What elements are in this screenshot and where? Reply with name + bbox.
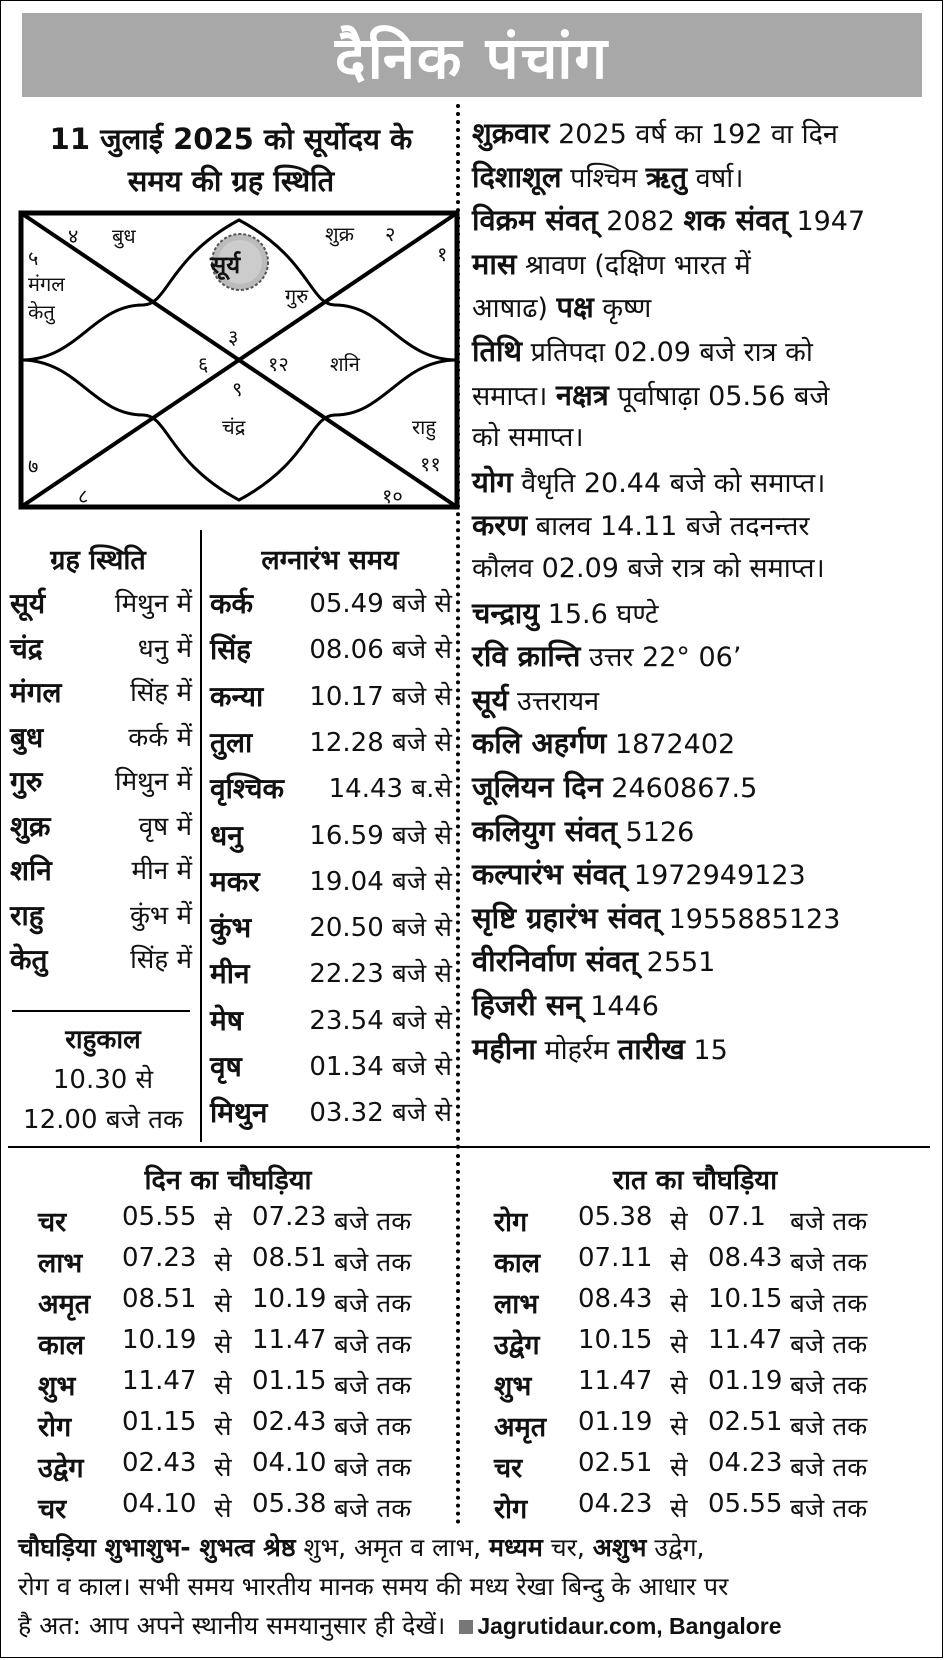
graha-name: बुध bbox=[10, 720, 44, 754]
chart-heading bbox=[8, 118, 454, 202]
chaughadiya-to: 11.47 bbox=[252, 1325, 327, 1355]
chaughadiya-se: से bbox=[670, 1412, 688, 1442]
square-icon bbox=[459, 1620, 473, 1634]
chaughadiya-tak: बजे तक bbox=[334, 1289, 412, 1319]
detail-key: पक्ष bbox=[556, 290, 594, 325]
detail-key: मास bbox=[472, 246, 517, 281]
chaughadiya-se: से bbox=[214, 1412, 232, 1442]
detail-value: 1955885123 bbox=[660, 903, 841, 935]
chaughadiya-from: 10.15 bbox=[578, 1325, 653, 1355]
graha-position: कुंभ में bbox=[129, 900, 192, 931]
footer-note bbox=[18, 1528, 933, 1646]
detail-line bbox=[472, 682, 600, 717]
planet-surya: सूर्य bbox=[210, 251, 241, 279]
detail-value: वर्षा। bbox=[687, 162, 744, 194]
detail-line bbox=[472, 946, 715, 978]
house-11: ११ bbox=[420, 452, 441, 476]
din-heading: दिन का चौघड़िया bbox=[144, 1165, 312, 1196]
detail-line bbox=[472, 336, 813, 368]
lagna-name: कर्क bbox=[210, 587, 254, 620]
chaughadiya-tak: बजे तक bbox=[334, 1494, 412, 1524]
chaughadiya-se: से bbox=[670, 1207, 688, 1237]
chaughadiya-name: रोग bbox=[494, 1494, 528, 1525]
detail-key: शक संवत् bbox=[683, 203, 788, 238]
chart-heading-line1: 11 जुलाई 2025 को सूर्योदय के bbox=[49, 122, 413, 156]
planet-rahu: राहु bbox=[412, 415, 436, 439]
chaughadiya-name: लाभ bbox=[494, 1289, 539, 1320]
chaughadiya-from: 08.43 bbox=[578, 1284, 653, 1314]
lagna-time: 23.54 बजे से bbox=[309, 1005, 452, 1036]
rahukaal-heading: राहुकाल bbox=[65, 1025, 141, 1055]
chaughadiya-from: 02.51 bbox=[578, 1448, 653, 1478]
detail-line bbox=[472, 990, 659, 1022]
graha-name: राहु bbox=[10, 898, 44, 932]
house-12: १२ bbox=[268, 352, 289, 376]
detail-line bbox=[472, 859, 806, 891]
house-4: ४ bbox=[68, 224, 79, 248]
lagna-time: 03.32 बजे से bbox=[309, 1098, 452, 1129]
planet-shani: शनि bbox=[330, 352, 360, 376]
footer-line2: रोग व काल। सभी समय भारतीय मानक समय की मध्य रेखा बिन्दु के आधार पर bbox=[18, 1572, 729, 1601]
detail-key: तिथि bbox=[472, 334, 523, 368]
chaughadiya-to: 05.38 bbox=[252, 1489, 327, 1519]
detail-value: 1872402 bbox=[606, 729, 736, 761]
graha-name: चंद्र bbox=[10, 631, 43, 665]
lagna-name: तुला bbox=[210, 725, 253, 759]
detail-line bbox=[472, 728, 735, 760]
chaughadiya-from: 05.38 bbox=[578, 1202, 653, 1232]
chaughadiya-se: से bbox=[670, 1371, 688, 1401]
detail-line bbox=[472, 205, 865, 237]
lagna-time: 20.50 बजे से bbox=[309, 913, 452, 944]
rahukaal-divider bbox=[12, 1010, 190, 1012]
chaughadiya-name: शुभ bbox=[38, 1371, 76, 1402]
chaughadiya-name: चर bbox=[494, 1453, 523, 1484]
detail-key: सूर्य bbox=[472, 682, 509, 717]
chaughadiya-tak: बजे तक bbox=[334, 1207, 412, 1237]
detail-key: कलि अहर्गण bbox=[472, 726, 607, 761]
chaughadiya-to: 08.51 bbox=[252, 1243, 327, 1273]
graha-position: मीन में bbox=[131, 856, 192, 886]
footer-text-3: उद्वेग, bbox=[646, 1533, 705, 1562]
detail-value: 2025 वर्ष का 192 वा दिन bbox=[549, 119, 838, 150]
detail-line bbox=[472, 1031, 728, 1066]
chaughadiya-from: 11.47 bbox=[122, 1366, 197, 1396]
footer-bold-2: मध्यम bbox=[489, 1533, 543, 1562]
chaughadiya-tak: बजे तक bbox=[334, 1453, 412, 1483]
lagna-name: कुंभ bbox=[210, 911, 252, 945]
footer-line3 bbox=[18, 1606, 933, 1646]
detail-key: जूलियन दिन bbox=[472, 770, 603, 804]
detail-value: कौलव 02.09 बजे रात्र को समाप्त। bbox=[472, 553, 825, 584]
footer-line1 bbox=[18, 1528, 933, 1567]
house-3: ३ bbox=[228, 325, 239, 349]
detail-value: 2551 bbox=[638, 947, 716, 979]
chaughadiya-to: 02.43 bbox=[252, 1407, 327, 1437]
chaughadiya-from: 11.47 bbox=[578, 1366, 653, 1396]
chaughadiya-tak: बजे तक bbox=[334, 1412, 412, 1442]
detail-value: 1446 bbox=[581, 991, 659, 1022]
chaughadiya-se: से bbox=[214, 1207, 232, 1237]
chaughadiya-to: 11.47 bbox=[708, 1325, 783, 1355]
planet-chandra: चंद्र bbox=[222, 415, 246, 439]
detail-line bbox=[472, 772, 757, 804]
chaughadiya-tak: बजे तक bbox=[790, 1371, 868, 1401]
graha-name: शनि bbox=[10, 854, 52, 887]
detail-key: सृष्टि ग्रहारंभ संवत् bbox=[472, 900, 661, 935]
title-banner bbox=[22, 13, 922, 97]
chaughadiya-from: 08.51 bbox=[122, 1284, 197, 1314]
chaughadiya-name: चर bbox=[38, 1207, 67, 1238]
graha-name: शुक्र bbox=[10, 809, 51, 843]
graha-name: गुरु bbox=[10, 765, 43, 798]
lagna-name: सिंह bbox=[210, 633, 252, 667]
chaughadiya-se: से bbox=[214, 1330, 232, 1360]
graha-name: मंगल bbox=[10, 676, 62, 709]
lagna-time: 12.28 बजे से bbox=[309, 727, 452, 758]
chaughadiya-to: 04.10 bbox=[252, 1448, 327, 1478]
chaughadiya-to: 05.55 bbox=[708, 1489, 783, 1519]
graha-position: मिथुन में bbox=[114, 767, 192, 797]
house-8: ८ bbox=[78, 484, 89, 508]
chaughadiya-name: उद्वेग bbox=[494, 1330, 540, 1361]
chaughadiya-tak: बजे तक bbox=[334, 1371, 412, 1401]
raat-heading: रात का चौघड़िया bbox=[612, 1165, 778, 1196]
chaughadiya-tak: बजे तक bbox=[334, 1330, 412, 1360]
detail-key: महीना bbox=[472, 1031, 536, 1066]
lagna-name: मीन bbox=[210, 957, 250, 991]
footer-credit: Jagrutidaur.com, Bangalore bbox=[477, 1613, 782, 1639]
detail-key: वीरनिर्वाण संवत् bbox=[472, 944, 639, 979]
house-1: १ bbox=[437, 242, 448, 266]
detail-key: चन्द्रायु bbox=[472, 595, 540, 630]
detail-line bbox=[472, 641, 741, 673]
planet-ketu: केतु bbox=[28, 300, 55, 324]
footer-bold-3: अशुभ bbox=[592, 1533, 647, 1562]
detail-value: 2082 bbox=[597, 206, 684, 238]
detail-value: 1972949123 bbox=[625, 860, 806, 892]
detail-value: पश्चिम bbox=[561, 162, 646, 194]
chaughadiya-tak: बजे तक bbox=[790, 1494, 868, 1524]
lagna-name: कन्या bbox=[210, 679, 264, 713]
chaughadiya-name: काल bbox=[38, 1330, 85, 1361]
planet-guru: गुरु bbox=[285, 284, 309, 308]
detail-key: कलियुग संवत् bbox=[472, 813, 617, 848]
detail-line bbox=[472, 292, 651, 324]
house-10: १० bbox=[382, 484, 403, 508]
lagna-time: 14.43 ब.से bbox=[328, 774, 452, 805]
detail-value: 2460867.5 bbox=[602, 773, 758, 804]
chaughadiya-to: 01.15 bbox=[252, 1366, 327, 1396]
detail-key: हिजरी सन् bbox=[472, 988, 582, 1022]
chaughadiya-tak: बजे तक bbox=[790, 1289, 868, 1319]
detail-value: वैधृति 20.44 बजे को समाप्त। bbox=[512, 467, 826, 499]
detail-key: ऋतु bbox=[645, 159, 688, 194]
detail-value: 15 bbox=[684, 1034, 728, 1066]
graha-position: कर्क में bbox=[128, 722, 192, 753]
chaughadiya-to: 02.51 bbox=[708, 1407, 783, 1437]
chaughadiya-name: लाभ bbox=[38, 1248, 83, 1279]
detail-value: कृष्ण bbox=[593, 293, 652, 325]
detail-key: रवि क्रान्ति bbox=[472, 639, 581, 674]
detail-value: बालव 14.11 बजे तदनन्तर bbox=[527, 511, 810, 543]
detail-key: विक्रम संवत् bbox=[472, 203, 598, 238]
detail-value: उत्तर 22° 06’ bbox=[580, 642, 742, 674]
lagna-heading: लग्नारंभ समय bbox=[261, 545, 399, 576]
lagna-time: 10.17 बजे से bbox=[309, 681, 452, 712]
chaughadiya-to: 04.23 bbox=[708, 1448, 783, 1478]
chaughadiya-se: से bbox=[214, 1453, 232, 1483]
chaughadiya-tak: बजे तक bbox=[790, 1453, 868, 1483]
lagna-time: 22.23 बजे से bbox=[309, 959, 452, 990]
chaughadiya-from: 10.19 bbox=[122, 1325, 197, 1355]
chaughadiya-from: 05.55 bbox=[122, 1202, 197, 1232]
rahukaal-from: 10.30 से bbox=[52, 1065, 154, 1095]
graha-position: मिथुन में bbox=[114, 589, 192, 619]
lagna-name: वृष bbox=[210, 1050, 242, 1083]
rahukaal-box bbox=[8, 1020, 198, 1140]
section-divider bbox=[8, 1146, 930, 1148]
detail-value: समाप्त। bbox=[472, 380, 556, 412]
chaughadiya-from: 04.23 bbox=[578, 1489, 653, 1519]
rahukaal-to: 12.00 बजे तक bbox=[23, 1105, 183, 1135]
detail-line bbox=[472, 377, 830, 412]
chaughadiya-from: 07.11 bbox=[578, 1243, 653, 1273]
chaughadiya-name: शुभ bbox=[494, 1371, 532, 1402]
chart-heading-line2: समय की ग्रह स्थिति bbox=[127, 164, 335, 198]
lagna-time: 05.49 बजे से bbox=[309, 589, 452, 619]
graha-heading: ग्रह स्थिति bbox=[50, 545, 146, 576]
lagna-time: 16.59 बजे से bbox=[309, 820, 452, 851]
house-6: ६ bbox=[198, 352, 209, 376]
detail-line bbox=[472, 595, 659, 630]
chaughadiya-se: से bbox=[670, 1289, 688, 1319]
lagna-name: वृश्चिक bbox=[210, 772, 285, 806]
detail-key: दिशाशूल bbox=[472, 159, 562, 194]
detail-key: कल्पारंभ संवत् bbox=[472, 857, 626, 892]
graha-name: केतु bbox=[10, 943, 48, 976]
chaughadiya-name: काल bbox=[494, 1248, 541, 1279]
chaughadiya-se: से bbox=[214, 1289, 232, 1319]
lagna-name: मकर bbox=[210, 864, 260, 898]
detail-line bbox=[472, 813, 695, 848]
detail-value: को समाप्त। bbox=[472, 422, 584, 454]
lagna-name: धनु bbox=[210, 818, 243, 852]
detail-line bbox=[472, 159, 744, 194]
graha-position: वृष में bbox=[138, 811, 192, 842]
detail-line bbox=[472, 464, 826, 499]
planet-budh: बुध bbox=[112, 224, 136, 248]
footer-text-2: चर, bbox=[542, 1533, 593, 1562]
planet-shukra: शुक्र bbox=[325, 222, 354, 246]
chaughadiya-name: रोग bbox=[494, 1207, 528, 1238]
detail-value: मोहर्रम bbox=[535, 1034, 618, 1066]
graha-lagna-divider bbox=[200, 530, 202, 1142]
dotted-divider-bottom bbox=[456, 1154, 460, 1524]
chaughadiya-tak: बजे तक bbox=[790, 1412, 868, 1442]
detail-value: प्रतिपदा 02.09 बजे रात्र को bbox=[522, 337, 813, 368]
chaughadiya-name: रोग bbox=[38, 1412, 72, 1443]
chaughadiya-name: अमृत bbox=[494, 1412, 547, 1443]
chaughadiya-name: चर bbox=[38, 1494, 67, 1525]
detail-value: 1947 bbox=[787, 206, 866, 238]
planet-mangal: मंगल bbox=[28, 272, 65, 296]
detail-line bbox=[472, 554, 825, 584]
page-title: दैनिक पंचांग bbox=[334, 23, 610, 92]
house-2: २ bbox=[385, 222, 396, 246]
chaughadiya-tak: बजे तक bbox=[334, 1248, 412, 1278]
lagna-name: मिथुन bbox=[210, 1096, 268, 1130]
graha-position: सिंह में bbox=[130, 678, 192, 708]
footer-line3-text: है अत: आप अपने स्थानीय समयानुसार ही देखें। bbox=[18, 1611, 446, 1640]
detail-line bbox=[472, 246, 751, 281]
graha-position: धनु में bbox=[137, 633, 192, 664]
chaughadiya-to: 10.19 bbox=[252, 1284, 327, 1314]
detail-key: नक्षत्र bbox=[555, 377, 609, 412]
house-9: ९ bbox=[232, 377, 243, 401]
chaughadiya-se: से bbox=[670, 1248, 688, 1278]
chaughadiya-tak: बजे तक bbox=[790, 1207, 868, 1237]
detail-line bbox=[472, 423, 584, 453]
chaughadiya-to: 01.19 bbox=[708, 1366, 783, 1396]
detail-value: उत्तरायन bbox=[508, 685, 600, 717]
detail-value: 15.6 घण्टे bbox=[539, 598, 659, 630]
footer-text-1: शुभ, अमृत व लाभ, bbox=[295, 1533, 489, 1562]
detail-value: 5126 bbox=[616, 816, 695, 848]
detail-value: पूर्वाषाढ़ा 05.56 बजे bbox=[608, 380, 830, 412]
detail-key: तारीख bbox=[617, 1031, 685, 1066]
chaughadiya-from: 04.10 bbox=[122, 1489, 197, 1519]
chaughadiya-from: 01.19 bbox=[578, 1407, 653, 1437]
chaughadiya-name: उद्वेग bbox=[38, 1453, 84, 1484]
detail-key: शुक्रवार bbox=[472, 116, 550, 150]
footer-bold-1: चौघड़िया शुभाशुभ- शुभत्व श्रेष्ठ bbox=[18, 1533, 296, 1562]
chaughadiya-se: से bbox=[214, 1248, 232, 1278]
chaughadiya-from: 07.23 bbox=[122, 1243, 197, 1273]
detail-line bbox=[472, 510, 809, 542]
graha-position: सिंह में bbox=[130, 945, 192, 975]
chaughadiya-name: अमृत bbox=[38, 1289, 91, 1320]
chaughadiya-se: से bbox=[670, 1330, 688, 1360]
lagna-time: 01.34 बजे से bbox=[309, 1052, 452, 1082]
chaughadiya-se: से bbox=[670, 1453, 688, 1483]
detail-value: आषाढ) bbox=[472, 293, 557, 325]
chaughadiya-to: 08.43 bbox=[708, 1243, 783, 1273]
detail-line bbox=[472, 118, 838, 150]
chaughadiya-se: से bbox=[670, 1494, 688, 1524]
chaughadiya-tak: बजे तक bbox=[790, 1248, 868, 1278]
lagna-name: मेष bbox=[210, 1003, 243, 1037]
detail-key: करण bbox=[472, 508, 528, 543]
lagna-time: 08.06 बजे से bbox=[309, 635, 452, 666]
chaughadiya-from: 01.15 bbox=[122, 1407, 197, 1437]
chaughadiya-tak: बजे तक bbox=[790, 1330, 868, 1360]
house-5: ५ bbox=[28, 246, 39, 270]
graha-name: सूर्य bbox=[10, 587, 46, 620]
house-7: ७ bbox=[28, 454, 39, 478]
chaughadiya-to: 10.15 bbox=[708, 1284, 783, 1314]
chaughadiya-se: से bbox=[214, 1371, 232, 1401]
lagna-time: 19.04 बजे से bbox=[309, 866, 452, 897]
detail-value: श्रावण (दक्षिण भारत में bbox=[516, 249, 751, 281]
chaughadiya-to: 07.23 bbox=[252, 1202, 327, 1232]
chaughadiya-se: से bbox=[214, 1494, 232, 1524]
chaughadiya-to: 07.1 bbox=[708, 1202, 766, 1232]
detail-line bbox=[472, 900, 841, 935]
detail-key: योग bbox=[472, 464, 513, 499]
chaughadiya-from: 02.43 bbox=[122, 1448, 197, 1478]
